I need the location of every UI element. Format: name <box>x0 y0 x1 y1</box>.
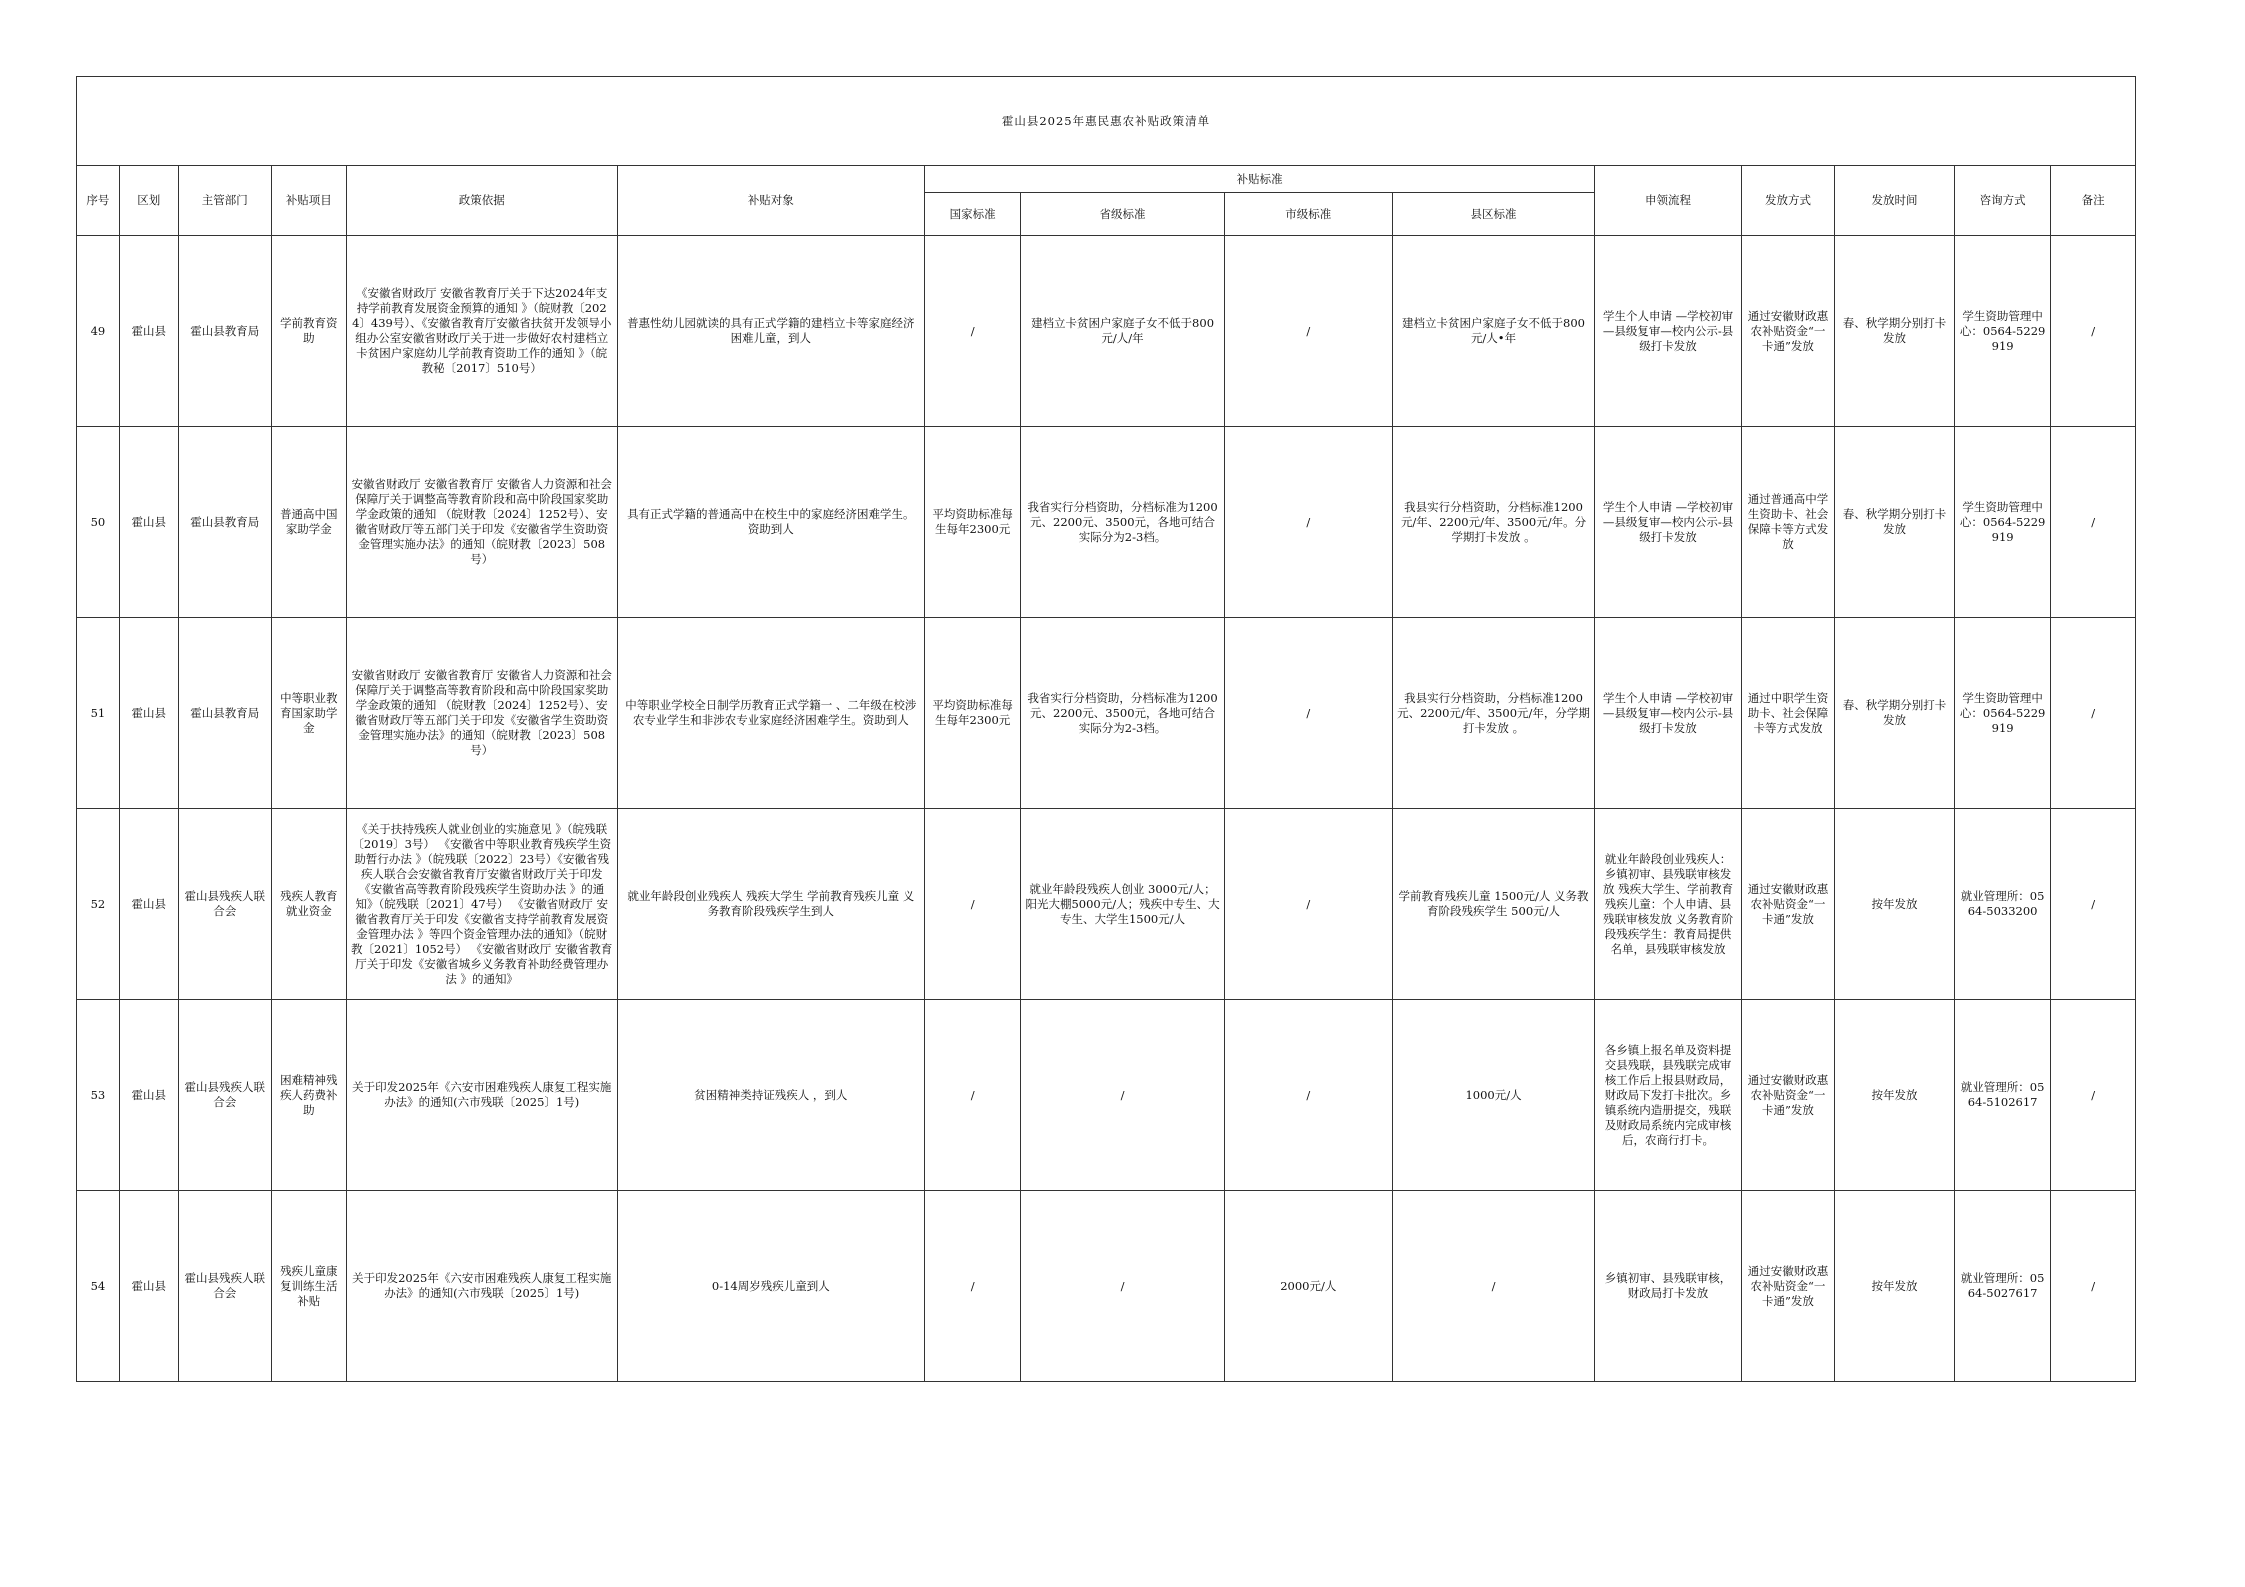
cell-city: / <box>1224 809 1392 1000</box>
header-project: 补贴项目 <box>271 166 346 236</box>
header-department: 主管部门 <box>178 166 271 236</box>
cell-process: 学生个人申请 —学校初审—县级复审—校内公示-县级打卡发放 <box>1595 618 1742 809</box>
cell-district: 霍山县 <box>119 236 178 427</box>
cell-project: 中等职业教育国家助学金 <box>271 618 346 809</box>
header-method: 发放方式 <box>1741 166 1834 236</box>
header-row <box>77 166 2136 193</box>
cell-national: 平均资助标准每生每年2300元 <box>924 427 1020 618</box>
cell-department: 霍山县教育局 <box>178 618 271 809</box>
cell-time: 春、秋学期分别打卡发放 <box>1835 236 1955 427</box>
cell-county: 我县实行分档资助，分档标准1200元、2200元/年、3500元/年，分学期打卡发放 。 <box>1392 618 1594 809</box>
header-seq: 序号 <box>77 166 120 236</box>
cell-remark: / <box>2051 236 2136 427</box>
cell-project: 学前教育资助 <box>271 236 346 427</box>
cell-basis: 安徽省财政厅 安徽省教育厅 安徽省人力资源和社会保障厅关于调整高等教育阶段和高中阶段国家奖助学金政策的通知 （皖财教〔2024〕1252号）、安徽省财政厅等五部门关于印发《安徽省学生资助资金管理实施办法》的通知（皖财教〔2023〕508号） <box>346 427 617 618</box>
cell-department: 霍山县残疾人联合会 <box>178 809 271 1000</box>
cell-department: 霍山县残疾人联合会 <box>178 1000 271 1191</box>
policy-sheet <box>76 76 2136 1382</box>
cell-method: 通过普通高中学生资助卡、社会保障卡等方式发放 <box>1741 427 1834 618</box>
header-time: 发放时间 <box>1835 166 1955 236</box>
cell-district: 霍山县 <box>119 809 178 1000</box>
header-county: 县区标准 <box>1392 193 1594 236</box>
header-standard: 补贴标准 <box>924 166 1594 193</box>
cell-national: / <box>924 1191 1020 1382</box>
cell-target: 普惠性幼儿园就读的具有正式学籍的建档立卡等家庭经济困难儿童，到人 <box>617 236 924 427</box>
cell-basis: 关于印发2025年《六安市困难残疾人康复工程实施办法》的通知(六市残联〔2025〕1号) <box>346 1000 617 1191</box>
cell-seq: 54 <box>77 1191 120 1382</box>
cell-provincial: 就业年龄段残疾人创业 3000元/人；阳光大棚5000元/人；残疾中专生、大专生、大学生1500元/人 <box>1021 809 1224 1000</box>
cell-target: 就业年龄段创业残疾人 残疾大学生 学前教育残疾儿童 义务教育阶段残疾学生到人 <box>617 809 924 1000</box>
cell-consult: 学生资助管理中心：0564-5229919 <box>1954 618 2050 809</box>
cell-county: 我县实行分档资助，分档标准1200元/年、2200元/年、3500元/年。分学期打卡发放 。 <box>1392 427 1594 618</box>
cell-process: 就业年龄段创业残疾人：乡镇初审、县残联审核发放 残疾大学生、学前教育残疾儿童：个人申请、县残联审核发放 义务教育阶段残疾学生：教育局提供名单，县残联审核发放 <box>1595 809 1742 1000</box>
header-process: 申领流程 <box>1595 166 1742 236</box>
policy-table <box>76 76 2136 1382</box>
table-row <box>77 1191 2136 1382</box>
cell-district: 霍山县 <box>119 1191 178 1382</box>
cell-city: 2000元/人 <box>1224 1191 1392 1382</box>
cell-remark: / <box>2051 427 2136 618</box>
cell-department: 霍山县教育局 <box>178 236 271 427</box>
cell-project: 困难精神残疾人药费补助 <box>271 1000 346 1191</box>
cell-time: 春、秋学期分别打卡发放 <box>1835 618 1955 809</box>
cell-county: 建档立卡贫困户家庭子女不低于800元/人•年 <box>1392 236 1594 427</box>
cell-target: 0-14周岁残疾儿童到人 <box>617 1191 924 1382</box>
cell-process: 学生个人申请 —学校初审—县级复审—校内公示-县级打卡发放 <box>1595 427 1742 618</box>
cell-consult: 学生资助管理中心：0564-5229919 <box>1954 427 2050 618</box>
cell-national: / <box>924 1000 1020 1191</box>
cell-remark: / <box>2051 809 2136 1000</box>
header-district: 区划 <box>119 166 178 236</box>
cell-provincial: 我省实行分档资助，分档标准为1200元、2200元、3500元，各地可结合实际分为2-3档。 <box>1021 427 1224 618</box>
cell-city: / <box>1224 236 1392 427</box>
cell-target: 贫困精神类持证残疾人 ，到人 <box>617 1000 924 1191</box>
table-row <box>77 1000 2136 1191</box>
cell-national: / <box>924 236 1020 427</box>
cell-basis <box>346 809 617 1000</box>
cell-national: 平均资助标准每生每年2300元 <box>924 618 1020 809</box>
cell-county: 学前教育残疾儿童 1500元/人 义务教育阶段残疾学生 500元/人 <box>1392 809 1594 1000</box>
cell-department: 霍山县残疾人联合会 <box>178 1191 271 1382</box>
cell-district: 霍山县 <box>119 618 178 809</box>
cell-provincial: 我省实行分档资助，分档标准为1200元、2200元、3500元，各地可结合实际分为2-3档。 <box>1021 618 1224 809</box>
cell-consult: 就业管理所：0564-5033200 <box>1954 809 2050 1000</box>
cell-basis: 《安徽省财政厅 安徽省教育厅关于下达2024年支持学前教育发展资金预算的通知 》（皖财教〔2024〕439号）、《安徽省教育厅安徽省扶贫开发领导小组办公室安徽省财政厅关于进一步做好农村建档立卡贫困户家庭幼儿学前教育资助工作的通知 》（皖教秘〔2017〕510号） <box>346 236 617 427</box>
cell-city: / <box>1224 1000 1392 1191</box>
cell-seq: 51 <box>77 618 120 809</box>
cell-method: 通过安徽财政惠农补贴资金“一卡通”发放 <box>1741 236 1834 427</box>
cell-time: 按年发放 <box>1835 1191 1955 1382</box>
cell-provincial: 建档立卡贫困户家庭子女不低于800元/人/年 <box>1021 236 1224 427</box>
page-title: 霍山县2025年惠民惠农补贴政策清单 <box>77 77 2136 166</box>
cell-seq: 52 <box>77 809 120 1000</box>
table-row <box>77 618 2136 809</box>
cell-national: / <box>924 809 1020 1000</box>
basis-text: 《关于扶持残疾人就业创业的实施意见 》（皖残联〔2019〕3号） 《安徽省中等职业教育残疾学生资助暂行办法 》（皖残联〔2022〕23号）《安徽省残疾人联合会安徽省教育厅安徽省财政厅关于印发《安徽省高等教育阶段残疾学生资助办法 》的通知》（皖残联〔2021〕47号） 《安徽省财政厅 安徽省教育厅关于印发《安徽省支持学前教育发展资金管理办法 》等四个资金管理办法的通知》（皖财教〔2021〕1052号） 《安徽省财政厅 安徽省教育厅关于印发《安徽省城乡义务教育补助经费管理办法 》的通知》 <box>351 821 613 986</box>
table-row <box>77 809 2136 1000</box>
cell-remark: / <box>2051 1191 2136 1382</box>
cell-time: 春、秋学期分别打卡发放 <box>1835 427 1955 618</box>
cell-seq: 49 <box>77 236 120 427</box>
cell-method: 通过安徽财政惠农补贴资金“一卡通”发放 <box>1741 809 1834 1000</box>
cell-remark: / <box>2051 1000 2136 1191</box>
cell-seq: 50 <box>77 427 120 618</box>
cell-consult: 学生资助管理中心：0564-5229919 <box>1954 236 2050 427</box>
cell-method: 通过安徽财政惠农补贴资金“一卡通”发放 <box>1741 1191 1834 1382</box>
cell-seq: 53 <box>77 1000 120 1191</box>
cell-district: 霍山县 <box>119 427 178 618</box>
cell-time: 按年发放 <box>1835 809 1955 1000</box>
header-remark: 备注 <box>2051 166 2136 236</box>
table-row <box>77 236 2136 427</box>
cell-target: 中等职业学校全日制学历教育正式学籍一 、二年级在校涉农专业学生和非涉农专业家庭经济困难学生。资助到人 <box>617 618 924 809</box>
table-row <box>77 427 2136 618</box>
cell-department: 霍山县教育局 <box>178 427 271 618</box>
cell-method: 通过中职学生资助卡、社会保障卡等方式发放 <box>1741 618 1834 809</box>
cell-county: 1000元/人 <box>1392 1000 1594 1191</box>
cell-city: / <box>1224 427 1392 618</box>
cell-district: 霍山县 <box>119 1000 178 1191</box>
header-provincial: 省级标准 <box>1021 193 1224 236</box>
cell-consult: 就业管理所：0564-5102617 <box>1954 1000 2050 1191</box>
cell-consult: 就业管理所：0564-5027617 <box>1954 1191 2050 1382</box>
cell-process: 乡镇初审、县残联审核，财政局打卡发放 <box>1595 1191 1742 1382</box>
cell-project: 普通高中国家助学金 <box>271 427 346 618</box>
header-city: 市级标准 <box>1224 193 1392 236</box>
cell-target: 具有正式学籍的普通高中在校生中的家庭经济困难学生。资助到人 <box>617 427 924 618</box>
cell-project: 残疾儿童康复训练生活补贴 <box>271 1191 346 1382</box>
cell-provincial: / <box>1021 1191 1224 1382</box>
cell-process: 学生个人申请 —学校初审—县级复审—校内公示-县级打卡发放 <box>1595 236 1742 427</box>
cell-process: 各乡镇上报名单及资料提交县残联，县残联完成审核工作后上报县财政局，财政局下发打卡批次。乡镇系统内造册提交，残联及财政局系统内完成审核后，农商行打卡。 <box>1595 1000 1742 1191</box>
cell-remark: / <box>2051 618 2136 809</box>
header-basis: 政策依据 <box>346 166 617 236</box>
cell-county: / <box>1392 1191 1594 1382</box>
cell-method: 通过安徽财政惠农补贴资金“一卡通”发放 <box>1741 1000 1834 1191</box>
cell-provincial: / <box>1021 1000 1224 1191</box>
header-target: 补贴对象 <box>617 166 924 236</box>
header-consult: 咨询方式 <box>1954 166 2050 236</box>
cell-basis: 安徽省财政厅 安徽省教育厅 安徽省人力资源和社会保障厅关于调整高等教育阶段和高中阶段国家奖助学金政策的通知 （皖财教〔2024〕1252号）、安徽省财政厅等五部门关于印发《安徽省学生资助资金管理实施办法》的通知（皖财教〔2023〕508号） <box>346 618 617 809</box>
cell-project: 残疾人教育就业资金 <box>271 809 346 1000</box>
cell-basis: 关于印发2025年《六安市困难残疾人康复工程实施办法》的通知(六市残联〔2025〕1号) <box>346 1191 617 1382</box>
header-national: 国家标准 <box>924 193 1020 236</box>
cell-city: / <box>1224 618 1392 809</box>
cell-time: 按年发放 <box>1835 1000 1955 1191</box>
